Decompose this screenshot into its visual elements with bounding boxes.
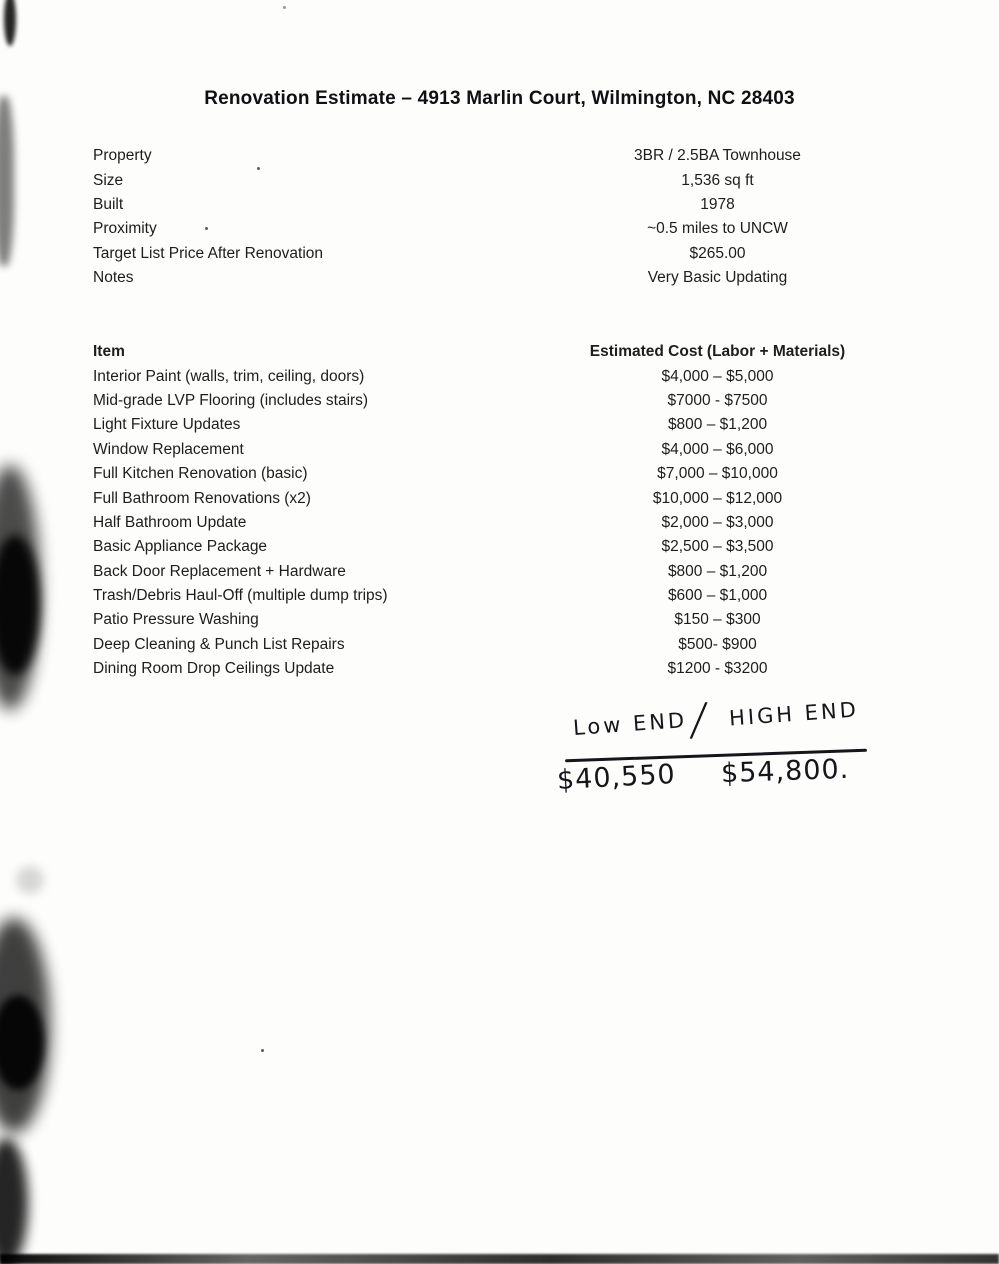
- estimate-row: [93, 413, 875, 437]
- slash-mark: /: [688, 691, 710, 747]
- item-label: Mid-grade LVP Flooring (includes stairs): [93, 391, 369, 409]
- property-label: Size: [93, 171, 124, 189]
- item-cost: $500- $900: [678, 635, 757, 653]
- estimate-row: [93, 511, 875, 535]
- property-row: [93, 242, 875, 266]
- estimate-row: [93, 657, 875, 681]
- scan-artifact: [4, 0, 16, 46]
- property-value: Very Basic Updating: [647, 269, 788, 287]
- item-label: Interior Paint (walls, trim, ceiling, doors): [93, 367, 365, 385]
- document-title: Renovation Estimate – 4913 Marlin Court, Wilmington, NC 28403: [204, 88, 795, 109]
- item-cost: $4,000 – $5,000: [661, 367, 774, 385]
- low-end-label: Low END: [572, 708, 688, 740]
- property-value: 1978: [700, 195, 735, 213]
- item-label: Light Fixture Updates: [93, 416, 241, 434]
- property-value: 1,536 sq ft: [681, 171, 754, 189]
- estimate-row: [93, 535, 875, 559]
- property-value: 3BR / 2.5BA Townhouse: [634, 147, 801, 165]
- property-label: Notes: [93, 269, 134, 287]
- property-row: [93, 193, 875, 217]
- item-cost: $4,000 – $6,000: [661, 440, 774, 458]
- item-column-header: Item: [93, 343, 125, 361]
- item-label: Back Door Replacement + Hardware: [93, 562, 346, 580]
- item-label: Deep Cleaning & Punch List Repairs: [93, 635, 345, 653]
- property-label: Target List Price After Renovation: [93, 244, 324, 262]
- cost-column-header: Estimated Cost (Labor + Materials): [589, 343, 846, 361]
- item-cost: $10,000 – $12,000: [652, 489, 783, 507]
- scan-artifact: [0, 918, 50, 1133]
- property-row: [93, 217, 875, 241]
- property-row: [93, 266, 875, 290]
- property-label: Built: [93, 195, 124, 213]
- item-label: Full Kitchen Renovation (basic): [93, 465, 308, 483]
- item-cost: $150 – $300: [674, 611, 761, 629]
- estimate-row: [93, 438, 875, 462]
- item-cost: $7000 - $7500: [667, 391, 768, 409]
- property-label: Proximity: [93, 220, 157, 238]
- estimate-row: [93, 364, 875, 388]
- estimate-row: [93, 486, 875, 510]
- estimate-header-row: [93, 340, 875, 364]
- scan-artifact: [0, 1138, 28, 1264]
- property-value: $265.00: [689, 244, 746, 262]
- estimate-row: [93, 560, 875, 584]
- item-label: Trash/Debris Haul-Off (multiple dump trips): [93, 587, 388, 605]
- property-value: ~0.5 miles to UNCW: [647, 220, 788, 238]
- property-row: [93, 168, 875, 192]
- item-cost: $800 – $1,200: [667, 562, 768, 580]
- scan-speck: [283, 6, 286, 9]
- scan-artifact: [0, 465, 40, 710]
- estimate-table: [93, 340, 875, 681]
- scan-speck: [261, 1049, 264, 1052]
- estimate-row: [93, 608, 875, 632]
- low-end-total: $40,550: [556, 758, 677, 797]
- property-row: [93, 144, 875, 168]
- scan-artifact: [16, 866, 44, 894]
- estimate-row: [93, 462, 875, 486]
- item-cost: $2,500 – $3,500: [661, 538, 774, 556]
- item-label: Dining Room Drop Ceilings Update: [93, 660, 335, 678]
- item-label: Half Bathroom Update: [93, 513, 247, 531]
- scan-artifact-bottom-edge: [0, 1254, 999, 1264]
- item-cost: $2,000 – $3,000: [661, 513, 774, 531]
- item-label: Patio Pressure Washing: [93, 611, 259, 629]
- high-end-label: HIGH END: [728, 697, 860, 731]
- estimate-row: [93, 389, 875, 413]
- scan-artifact: [0, 995, 44, 1090]
- item-cost: $7,000 – $10,000: [657, 465, 778, 483]
- item-cost: $800 – $1,200: [667, 416, 768, 434]
- property-label: Property: [93, 147, 152, 165]
- item-label: Full Bathroom Renovations (x2): [93, 489, 311, 507]
- scan-artifact: [0, 535, 40, 675]
- item-label: Window Replacement: [93, 440, 244, 458]
- property-summary: [93, 144, 875, 290]
- handwritten-totals: [545, 691, 925, 826]
- item-cost: $1200 - $3200: [667, 660, 768, 678]
- high-end-total: $54,800.: [720, 753, 850, 790]
- item-cost: $600 – $1,000: [667, 587, 768, 605]
- estimate-row: [93, 633, 875, 657]
- item-label: Basic Appliance Package: [93, 538, 268, 556]
- estimate-row: [93, 584, 875, 608]
- scan-artifact: [0, 96, 14, 266]
